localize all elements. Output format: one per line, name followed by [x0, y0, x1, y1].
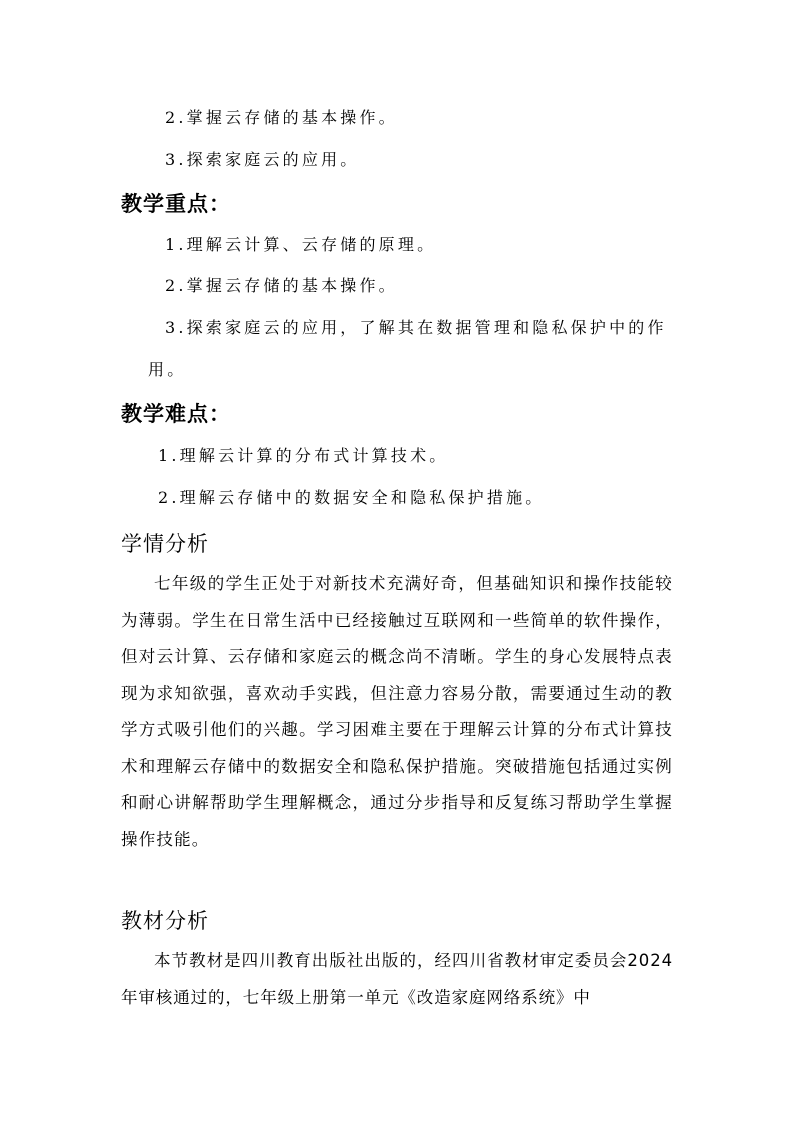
objective-item-3: 3.探索家庭云的应用。: [165, 150, 360, 169]
difficulty-item-1: 1.理解云计算的分布式计算技术。: [158, 446, 449, 465]
student-analysis-heading: 学情分析: [121, 532, 209, 556]
textbook-analysis-heading: 教材分析: [121, 909, 209, 933]
objective-item-2: 2.掌握云存储的基本操作。: [165, 108, 398, 127]
difficulties-heading: 教学难点：: [121, 401, 231, 426]
student-analysis-text: 七年级的学生正处于对新技术充满好奇，但基础知识和操作技能较为薄弱。学生在日常生活中已经接触过互联网和一些简单的软件操作，但对云计算、云存储和家庭云的概念尚不清晰。学生的身心发展特点表现为求知欲强，喜欢动手实践，但注意力容易分散，需要通过生动的教学方式吸引他们的兴趣。学习困难主要在于理解云计算的分布式计算技术和理解云存储中的数据安全和隐私保护措施。突破措施包括通过实例和耐心讲解帮助学生理解概念，通过分步指导和反复练习帮助学生掌握操作技能。: [121, 574, 673, 849]
textbook-analysis-text: 本节教材是四川教育出版社出版的，经四川省教材审定委员会2024年审核通过的，七年级上册第一单元《改造家庭网络系统》中: [121, 951, 673, 1007]
key-point-item-2: 2.掌握云存储的基本操作。: [165, 276, 398, 295]
difficulty-item-2: 2.理解云存储中的数据安全和隐私保护措施。: [158, 488, 545, 507]
key-point-item-1: 1.理解云计算、云存储的原理。: [165, 235, 437, 254]
key-point-item-3: 3.探索家庭云的应用，了解其在数据管理和隐私保护中的作: [165, 318, 667, 337]
key-points-heading: 教学重点：: [121, 191, 231, 216]
key-point-item-3-cont: 用。: [148, 360, 187, 379]
